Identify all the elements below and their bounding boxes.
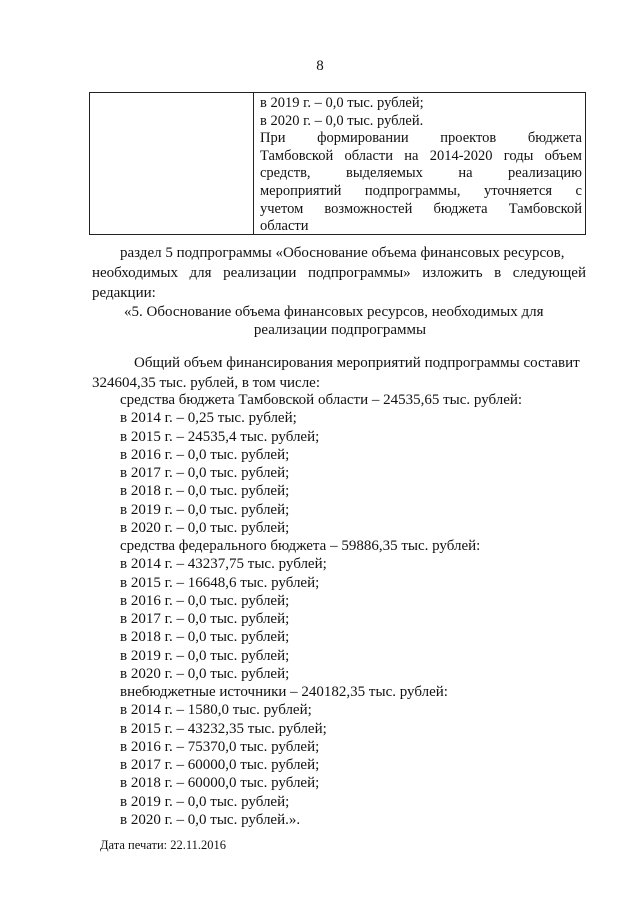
section-heading-line-1: «5. Обоснование объема финансовых ресурсов, необходимых для (124, 304, 544, 320)
table-right-cell (260, 95, 582, 236)
table-cell-line: области (260, 218, 309, 235)
table-cell-line: мероприятий подпрограммы, уточняется с (260, 182, 582, 199)
list-item: в 2015 г. – 24535,4 тыс. рублей; (120, 428, 320, 445)
budget-table (89, 92, 586, 235)
list-item: в 2018 г. – 60000,0 тыс. рублей; (120, 775, 320, 792)
list-item: в 2016 г. – 75370,0 тыс. рублей; (120, 738, 320, 755)
print-date: Дата печати: 22.11.2016 (100, 838, 227, 852)
table-cell-line: При формировании проектов бюджета (260, 130, 582, 147)
list-item: в 2019 г. – 0,0 тыс. рублей; (120, 793, 290, 810)
section-heading-line-2: реализации подпрограммы (253, 322, 427, 338)
funding-source-header: внебюджетные источники – 240182,35 тыс. рублей: (120, 684, 448, 700)
list-item: в 2015 г. – 16648,6 тыс. рублей; (120, 574, 320, 591)
page-number: 8 (316, 58, 324, 74)
list-item: в 2018 г. – 0,0 тыс. рублей; (120, 483, 290, 500)
list-item: в 2017 г. – 0,0 тыс. рублей; (120, 465, 290, 481)
list-item: в 2014 г. – 0,25 тыс. рублей; (120, 410, 297, 427)
list-item: в 2014 г. – 43237,75 тыс. рублей; (120, 556, 327, 573)
table-cell-line: в 2020 г. – 0,0 тыс. рублей. (260, 112, 424, 129)
total-line-2: 324604,35 тыс. рублей, в том числе: (92, 375, 321, 391)
instruction-line-3: редакции: (92, 285, 156, 301)
list-item: в 2020 г. – 0,0 тыс. рублей; (120, 519, 290, 536)
table-cell-line: Тамбовской области на 2014-2020 годы объем (260, 147, 582, 164)
instruction-line-2: необходимых для реализации подпрограммы» изложить в следующей (92, 265, 586, 281)
list-item: в 2015 г. – 43232,35 тыс. рублей; (120, 720, 327, 737)
list-item: в 2017 г. – 60000,0 тыс. рублей; (120, 757, 320, 773)
table-cell-line: учетом возможностей бюджета Тамбовской (260, 200, 582, 217)
instruction-line-1: раздел 5 подпрограммы «Обоснование объема финансовых ресурсов, (120, 245, 565, 261)
list-item: в 2019 г. – 0,0 тыс. рублей; (120, 501, 290, 518)
list-item: в 2020 г. – 0,0 тыс. рублей; (120, 665, 290, 682)
total-line-1: Общий объем финансирования мероприятий подпрограммы составит (134, 355, 580, 371)
list-item: в 2018 г. – 0,0 тыс. рублей; (120, 629, 290, 646)
list-item: в 2017 г. – 0,0 тыс. рублей; (120, 611, 290, 627)
funding-list (120, 391, 522, 829)
list-item: в 2020 г. – 0,0 тыс. рублей.». (120, 811, 301, 828)
list-item: в 2016 г. – 0,0 тыс. рублей; (120, 446, 290, 463)
list-item: в 2019 г. – 0,0 тыс. рублей; (120, 647, 290, 664)
funding-source-header: средства бюджета Тамбовской области – 24535,65 тыс. рублей: (120, 392, 523, 408)
table-cell-line: в 2019 г. – 0,0 тыс. рублей; (260, 95, 424, 111)
list-item: в 2016 г. – 0,0 тыс. рублей; (120, 592, 290, 609)
list-item: в 2014 г. – 1580,0 тыс. рублей; (120, 702, 312, 719)
table-column-divider (253, 93, 254, 234)
funding-source-header: средства федерального бюджета – 59886,35 тыс. рублей: (120, 538, 481, 554)
table-cell-line: средств, выделяемых на реализацию (260, 165, 582, 182)
